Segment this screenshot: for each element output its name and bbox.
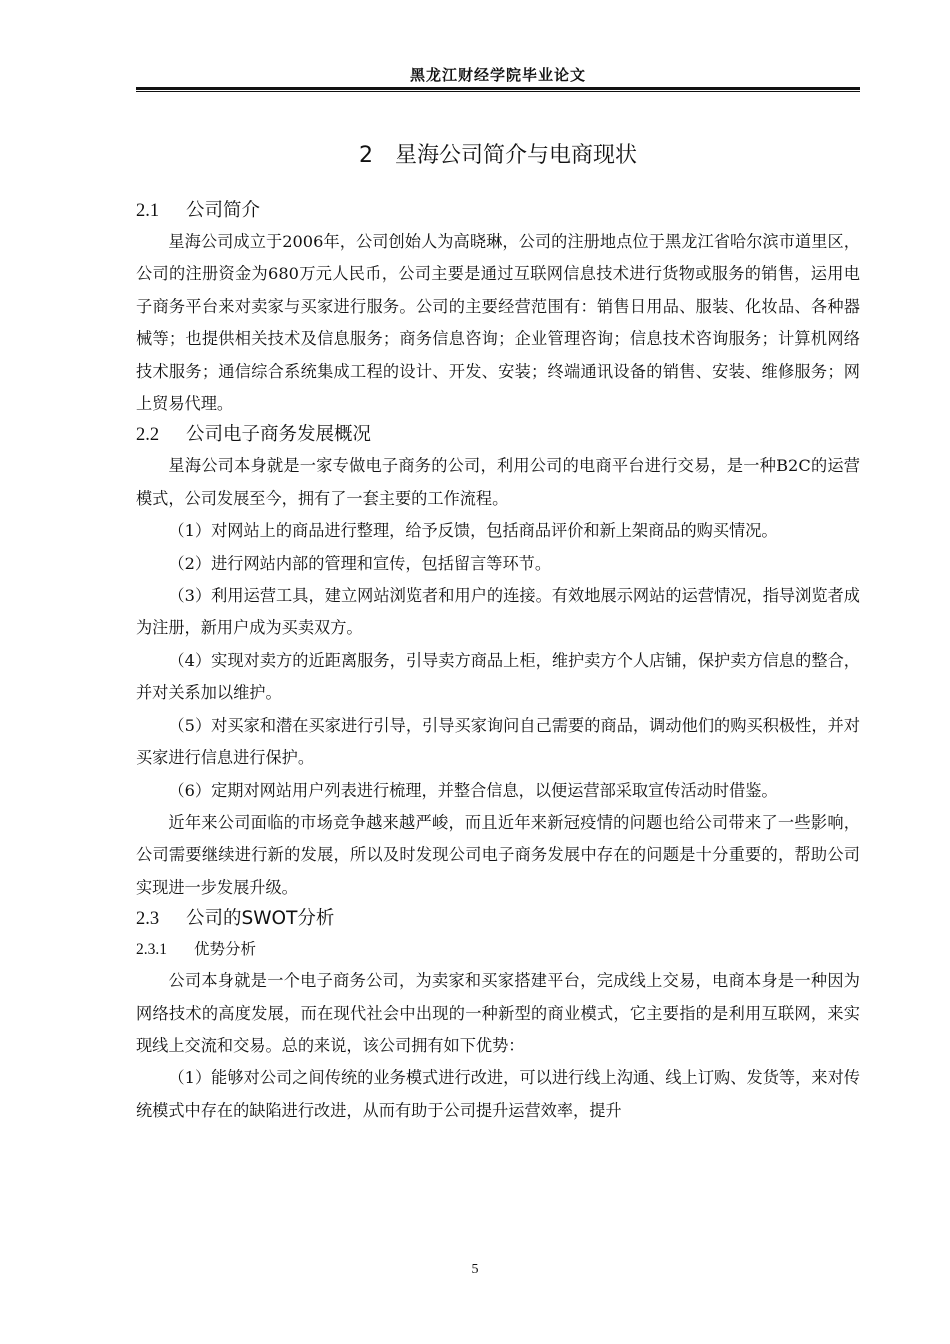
subsection-heading <box>136 934 860 965</box>
page-number: 5 <box>471 1262 479 1277</box>
list-paragraph: （1）对网站上的商品进行整理，给予反馈，包括商品评价和新上架商品的购买情况。 <box>168 521 778 541</box>
list-paragraph: （6）定期对网站用户列表进行梳理，并整合信息，以便运营部采取宣传活动时借鉴。 <box>168 780 778 800</box>
section-number: 2.1 <box>136 201 160 221</box>
section-heading <box>136 420 860 450</box>
subsection-number: 2.3.1 <box>136 941 167 959</box>
section-title: 公司的SWOT分析 <box>186 908 335 930</box>
section-title: 公司简介 <box>186 200 261 221</box>
section-number: 2.2 <box>136 425 160 446</box>
paragraph: 星海公司本身就是一家专做电子商务的公司，利用公司的电商平台进行交易，是一种B2C的运营模式，公司发展至今，拥有了一套主要的工作流程。 <box>136 456 860 508</box>
paragraph: 公司本身就是一个电子商务公司，为卖家和买家搭建平台，完成线上交易，电商本身是一种因为网络技术的高度发展，而在现代社会中出现的一种新型的商业模式，它主要指的是利用互联网，来实现线上交流和交易。总的来说，该公司拥有如下优势： <box>136 971 860 1055</box>
chapter-title <box>136 138 860 174</box>
section-heading <box>136 196 860 226</box>
paragraph: 星海公司成立于2006年，公司创始人为高晓琳，公司的注册地点位于黑龙江省哈尔滨市道里区，公司的注册资金为680万元人民币，公司主要是通过互联网信息技术进行货物或服务的销售，运用电子商务平台来对卖家与买家进行服务。公司的主要经营范围有：销售日用品、服装、化妆品、各种器械等；也提供相关技术及信息服务；商务信息咨询；企业管理咨询；信息技术咨询服务；计算机网络技术服务；通信综合系统集成工程的设计、开发、安装；终端通讯设备的销售、安装、维修服务；网上贸易代理。 <box>136 232 860 414</box>
page-content <box>136 138 860 1127</box>
section-heading <box>136 904 860 934</box>
section-title: 公司电子商务发展概况 <box>186 424 372 446</box>
section-number: 2.3 <box>136 909 160 930</box>
list-paragraph: （1）能够对公司之间传统的业务模式进行改进，可以进行线上沟通、线上订购、发货等，来对传统模式中存在的缺陷进行改进，从而有助于公司提升运营效率，提升 <box>136 1068 860 1120</box>
subsection-title: 优势分析 <box>194 940 257 959</box>
list-paragraph: （5）对买家和潜在买家进行引导，引导买家询问自己需要的商品，调动他们的购买积极性，并对买家进行信息进行保护。 <box>136 715 860 768</box>
list-paragraph: （2）进行网站内部的管理和宣传，包括留言等环节。 <box>168 553 552 573</box>
list-paragraph: （3）利用运营工具，建立网站浏览者和用户的连接。有效地展示网站的运营情况，指导浏览者成为注册，新用户成为买卖双方。 <box>136 586 860 638</box>
chapter-number: 2 <box>358 143 373 168</box>
list-paragraph: （4）实现对卖方的近距离服务，引导卖方商品上柜，维护卖方个人店铺，保护卖方信息的整合，并对关系加以维护。 <box>136 650 860 703</box>
chapter-title-text: 星海公司简介与电商现状 <box>394 143 637 168</box>
running-header: 黑龙江财经学院毕业论文 <box>409 66 586 84</box>
header-rule <box>136 87 860 92</box>
paragraph: 近年来公司面临的市场竞争越来越严峻，而且近年来新冠疫情的问题也给公司带来了一些影响，公司需要继续进行新的发展，所以及时发现公司电子商务发展中存在的问题是十分重要的，帮助公司实现进一步发展升级。 <box>136 812 860 897</box>
